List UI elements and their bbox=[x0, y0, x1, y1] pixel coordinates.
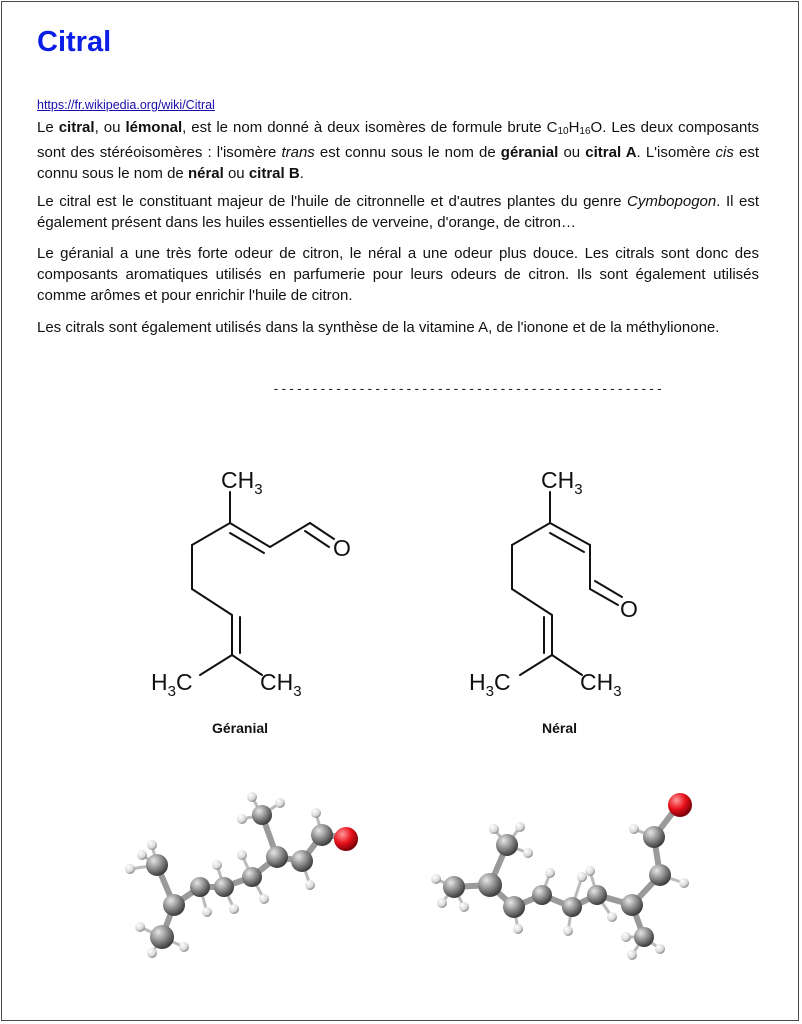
wikipedia-link[interactable]: https://fr.wikipedia.org/wiki/Citral bbox=[37, 98, 215, 112]
paragraph-synthesis: Les citrals sont également utilisés dans la synthèse de la vitamine A, de l'ionone et de la méthylionone. bbox=[37, 319, 720, 336]
geranial-3d-model bbox=[112, 777, 392, 977]
neral-caption: Néral bbox=[542, 720, 578, 736]
geranial-structure bbox=[142, 457, 362, 707]
paragraph-odor: Le géranial a une très forte odeur de citron, le néral a une odeur plus douce. Les citrals sont donc des composants aromatiques utilisés en parfumerie pour leurs odeurs de citron. Ils sont également utilisés comme arômes et pour enrichir l'huile de citron. bbox=[37, 245, 759, 304]
geranial-oxygen-label: O bbox=[333, 535, 351, 561]
geranial-ch3-top-label: $CH_3$ bbox=[221, 467, 263, 498]
paragraph-sources: Le citral est le constituant majeur de l'huile de citronnelle et d'autres plantes du genre Cymbopogon. Il est également présent dans les huiles essentielles de verveine, d'orange, de citron… bbox=[37, 193, 759, 231]
page-title: Citral bbox=[37, 26, 112, 58]
geranial-caption: Géranial bbox=[212, 720, 269, 736]
neral-3d-model bbox=[422, 777, 712, 977]
paragraph-definition: Le citral, ou lémonal, est le nom donné à deux isomères de formule brute $C_{10}H_{16}O$. Les deux composants sont des stéréoisomères : l'isomère trans est connu sous le nom de géranial ou citral A. L'isomère cis est connu sous le nom de néral ou citral B. bbox=[37, 119, 760, 182]
document-page bbox=[1, 1, 799, 1021]
neral-oxygen-label: O bbox=[620, 596, 638, 622]
neral-structure bbox=[462, 457, 682, 707]
neral-h3c-label: $H_3C$ bbox=[469, 669, 511, 700]
geranial-h3c-label: $H_3C$ bbox=[151, 669, 193, 700]
neral-ch3-right-label: $CH_3$ bbox=[580, 669, 622, 700]
geranial-ch3-right-label: $CH_3$ bbox=[260, 669, 302, 700]
neral-ch3-top-label: $CH_3$ bbox=[541, 467, 583, 498]
separator-line: -------------------------------------------------- bbox=[272, 382, 664, 397]
